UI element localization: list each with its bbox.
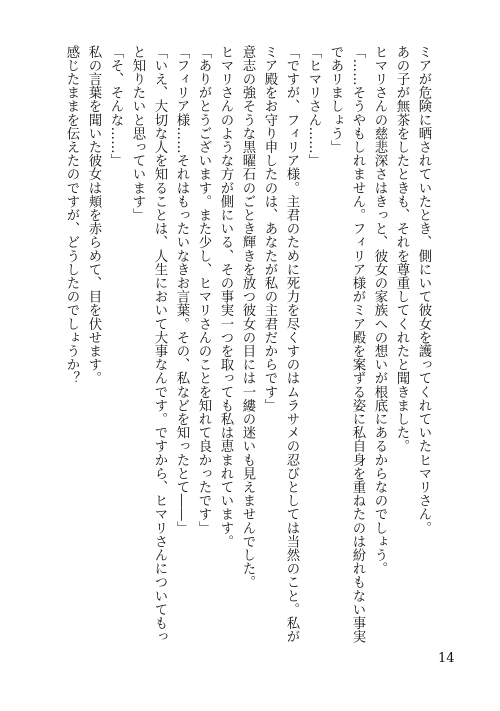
- text-line: ヒマリさんのような方が側にいる、その事実一つを取っても私は恵まれています。: [218, 45, 233, 549]
- text-line: 「そ、そんな……」: [108, 45, 123, 168]
- text-line: 「ですが、フィリア様。主君のために死力を尽くすのはムラサメの忍びとしては当然のこと。私が: [284, 45, 299, 644]
- vertical-text-block: [60, 45, 434, 655]
- text-line: ミアが危険に晒されていたとき、側にいて彼女を護ってくれていたヒマリさん。: [416, 45, 431, 535]
- text-line: 「フィリア様……それはもったいなきお言葉。その、私などを知ったとて――」: [174, 45, 189, 535]
- text-line: 私の言葉を聞いた彼女は頬を赤らめて、目を伏せます。: [86, 45, 101, 385]
- text-line: ミア殿をお守り申したのは、あなたが私の主君だからです」: [262, 45, 277, 413]
- text-line: 「……そうやもしれません。フィリア様がミア殿を案ずる姿に私自身を重ねたのは紛れもない事実: [350, 45, 365, 644]
- text-line: 「いえ、大切な人を知ることは、人生において大事なんです。ですから、ヒマリさんについてもっ: [152, 45, 167, 644]
- text-line: 意志の強そうな黒曜石のごとき輝きを放つ彼女の目には一縷の迷いも見えませんでした。: [240, 45, 255, 589]
- text-line: であリましょう」: [328, 45, 343, 154]
- text-line: あの子が無茶をしたときも、それを尊重してくれたと聞きました。: [394, 45, 409, 453]
- page-number: 14: [438, 651, 455, 666]
- text-line: と知りたいと思っています」: [130, 45, 145, 222]
- text-line: 「ヒマリさん……」: [306, 45, 321, 168]
- text-line: 感じたままを伝えたのですが、どうしたのでしょうか？: [64, 45, 79, 385]
- text-line: ヒマリさんの慈悲深さはきっと、彼女の家族への想いが根底にあるからなのでしょう。: [372, 45, 387, 576]
- text-line: 「ありがとうございます。また少し、ヒマリさんのことを知れて良かったです」: [196, 45, 211, 535]
